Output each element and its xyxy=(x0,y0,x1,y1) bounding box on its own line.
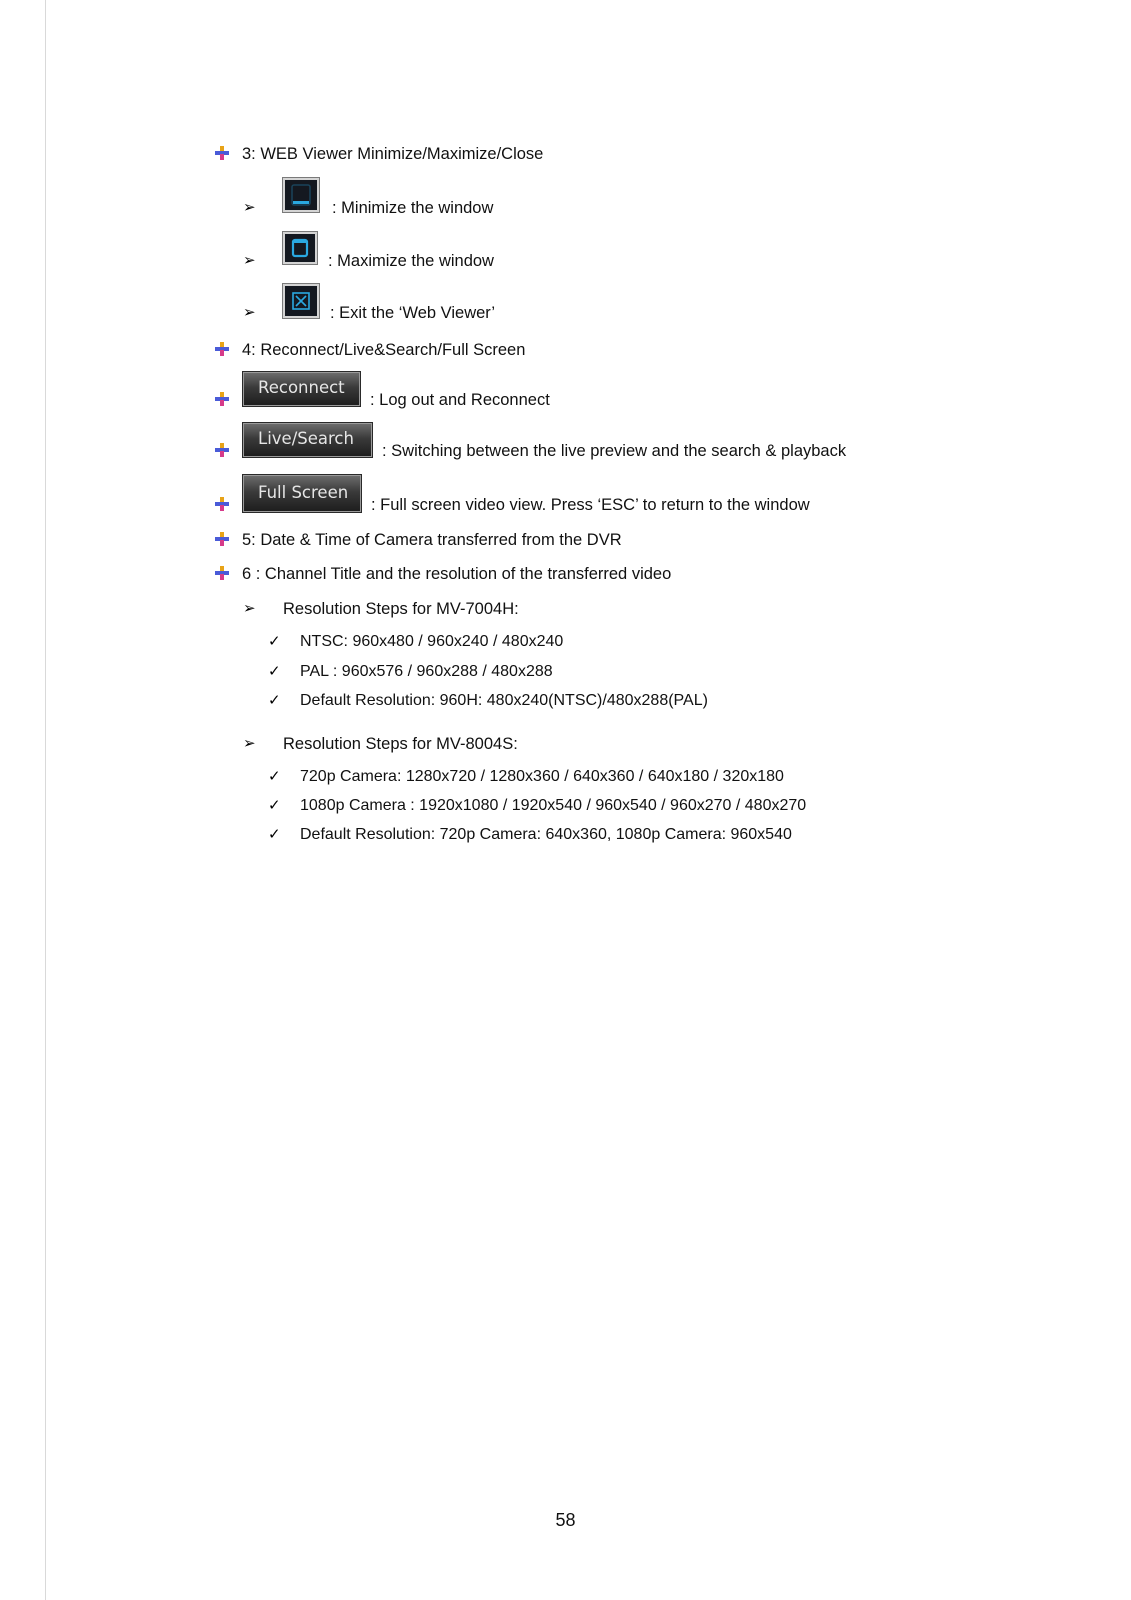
minimize-window-icon xyxy=(283,178,319,212)
plus-bullet-icon xyxy=(215,532,229,546)
page-number: 58 xyxy=(555,1510,576,1530)
live-search-button-image: Live/Search xyxy=(243,423,372,457)
mv7004h-default: Default Resolution: 960H: 480x240(NTSC)/480x288(PAL) xyxy=(300,692,708,709)
plus-bullet-icon xyxy=(215,146,229,160)
checkmark-icon: ✓ xyxy=(268,797,281,814)
reconnect-button-image: Reconnect xyxy=(243,372,360,406)
checkmark-icon: ✓ xyxy=(268,768,281,785)
mv8004s-default: Default Resolution: 720p Camera: 640x360, 1080p Camera: 960x540 xyxy=(300,826,792,843)
close-window-icon xyxy=(283,284,319,318)
plus-bullet-icon xyxy=(215,443,229,457)
maximize-description: : Maximize the window xyxy=(328,252,494,270)
section-4-title: 4: Reconnect/Live&Search/Full Screen xyxy=(242,341,526,359)
plus-bullet-icon xyxy=(215,566,229,580)
checkmark-icon: ✓ xyxy=(268,663,281,680)
minimize-description: : Minimize the window xyxy=(332,199,494,217)
mv7004h-title: Resolution Steps for MV-7004H: xyxy=(283,600,519,618)
section-3-title: 3: WEB Viewer Minimize/Maximize/Close xyxy=(242,145,544,163)
checkmark-icon: ✓ xyxy=(268,692,281,709)
exit-description: : Exit the ‘Web Viewer’ xyxy=(330,304,496,322)
section-5-title: 5: Date & Time of Camera transferred from the DVR xyxy=(242,531,622,549)
mv8004s-1080p: 1080p Camera : 1920x1080 / 1920x540 / 960x540 / 960x270 / 480x270 xyxy=(300,797,807,814)
checkmark-icon: ✓ xyxy=(268,826,281,843)
arrowhead-bullet-icon: ➢ xyxy=(243,252,256,269)
full-screen-button-image: Full Screen xyxy=(243,475,361,512)
arrowhead-bullet-icon: ➢ xyxy=(243,735,256,752)
mv8004s-720p: 720p Camera: 1280x720 / 1280x360 / 640x360 / 640x180 / 320x180 xyxy=(300,768,784,785)
maximize-window-icon xyxy=(283,232,317,264)
live-search-description: : Switching between the live preview and the search & playback xyxy=(382,442,847,460)
arrowhead-bullet-icon: ➢ xyxy=(243,600,256,617)
checkmark-icon: ✓ xyxy=(268,633,281,650)
mv7004h-pal: PAL : 960x576 / 960x288 / 480x288 xyxy=(300,663,553,680)
plus-bullet-icon xyxy=(215,392,229,406)
arrowhead-bullet-icon: ➢ xyxy=(243,304,256,321)
plus-bullet-icon xyxy=(215,497,229,511)
reconnect-description: : Log out and Reconnect xyxy=(370,391,550,409)
section-6-title: 6 : Channel Title and the resolution of the transferred video xyxy=(242,565,672,583)
page-margin-line xyxy=(45,0,46,1600)
full-screen-description: : Full screen video view. Press ‘ESC’ to return to the window xyxy=(371,496,810,514)
plus-bullet-icon xyxy=(215,342,229,356)
arrowhead-bullet-icon: ➢ xyxy=(243,199,256,216)
mv8004s-title: Resolution Steps for MV-8004S: xyxy=(283,735,518,753)
mv7004h-ntsc: NTSC: 960x480 / 960x240 / 480x240 xyxy=(300,633,564,650)
